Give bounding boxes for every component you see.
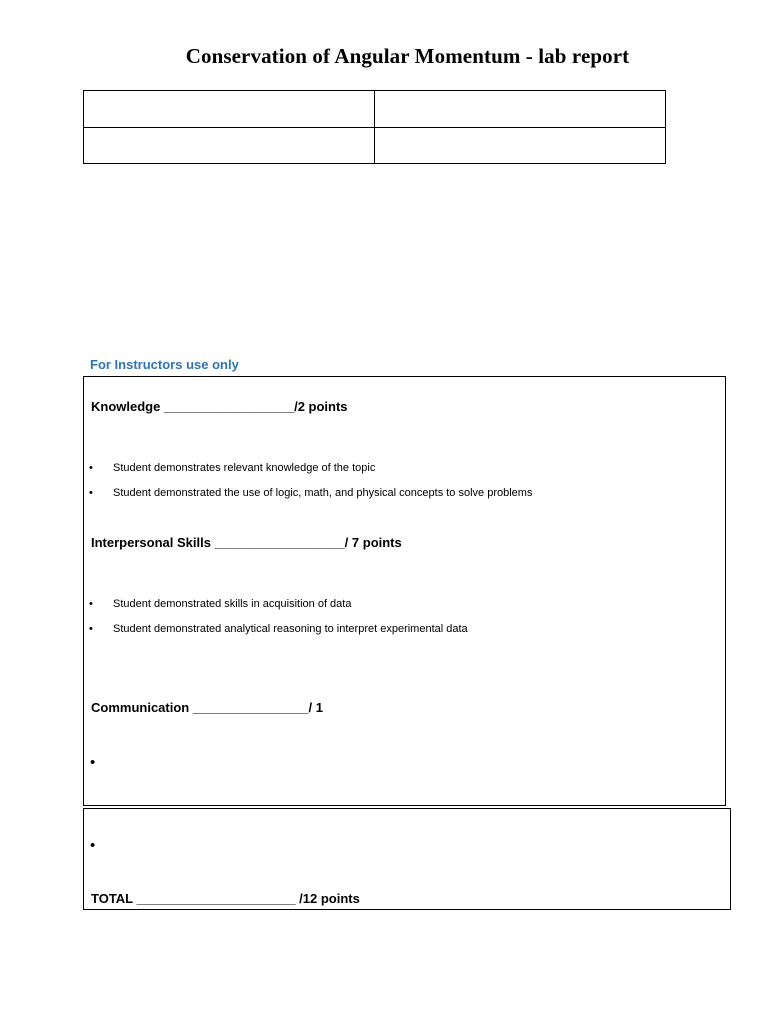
bullet-icon: • [89, 487, 93, 499]
list-item [89, 462, 375, 474]
student-info-table [83, 90, 666, 164]
table-row [84, 91, 666, 128]
table-cell[interactable] [375, 91, 666, 128]
bullet-icon: • [89, 462, 93, 474]
communication-heading: Communication ________________/ 1 [91, 700, 323, 715]
interpersonal-bullet-text: Student demonstrated analytical reasoning to interpret experimental data [113, 623, 468, 635]
knowledge-bullet-text: Student demonstrates relevant knowledge of the topic [113, 462, 376, 474]
total-heading: TOTAL ______________________ /12 points [91, 891, 360, 906]
instructors-use-label: For Instructors use only [90, 357, 239, 372]
bullet-icon: • [89, 623, 93, 635]
interpersonal-bullet-text: Student demonstrated skills in acquisition of data [113, 598, 352, 610]
table-cell[interactable] [84, 127, 375, 164]
total-box [83, 808, 731, 910]
list-item [89, 487, 532, 499]
interpersonal-skills-heading: Interpersonal Skills __________________/ 7 points [91, 535, 402, 550]
knowledge-heading: Knowledge __________________/2 points [91, 399, 348, 414]
table-cell[interactable] [375, 127, 666, 164]
table-row [84, 127, 666, 164]
bullet-icon: • [90, 837, 96, 854]
bullet-icon: • [89, 598, 93, 610]
table-cell[interactable] [84, 91, 375, 128]
bullet-icon: • [90, 754, 96, 771]
page-title: Conservation of Angular Momentum - lab report [185, 44, 630, 68]
list-item [89, 623, 468, 635]
list-item [89, 598, 351, 610]
knowledge-bullet-text: Student demonstrated the use of logic, math, and physical concepts to solve problems [113, 487, 533, 499]
grading-rubric-box [83, 376, 726, 806]
